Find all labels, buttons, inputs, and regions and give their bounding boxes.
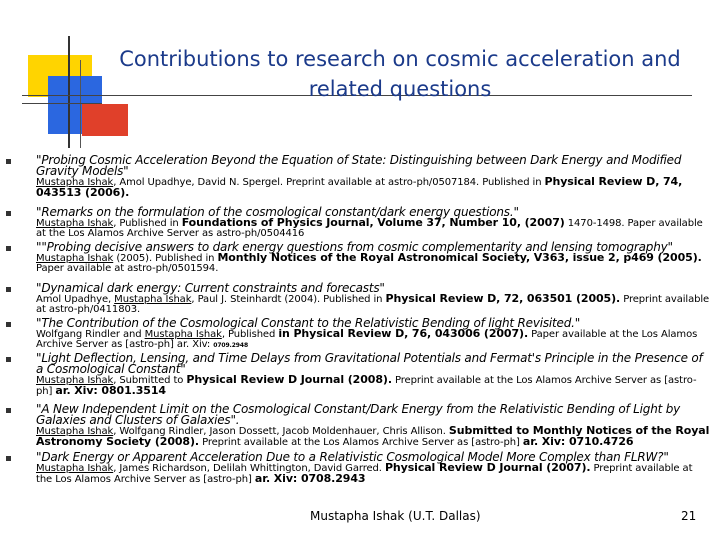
publication-details bbox=[36, 329, 710, 351]
publication-extra: Paper available at the Los Alamos Archive Server as [astro-ph] ar. Xiv: bbox=[36, 329, 698, 350]
publication-item bbox=[36, 404, 710, 448]
venue-bold bbox=[278, 327, 528, 340]
publication-title: "A New Independent Limit on the Cosmological Constant/Dark Energy from the Relativistic Bending of Light by Galaxies and Clusters of Galaxies". bbox=[36, 402, 681, 427]
publication-title: "Remarks on the formulation of the cosmological constant/dark energy questions." bbox=[36, 205, 519, 219]
bullet-icon bbox=[6, 287, 11, 292]
publication-detail: (2005). Published in bbox=[113, 253, 218, 264]
publication-extra: 1470-1498. Paper available at the Los Alamos Archive Server as astro-ph/0504416 bbox=[36, 218, 703, 239]
publication-extra: Preprint available at the Los Alamos Archive Server as [astro-ph] bbox=[199, 437, 523, 448]
publication-venue: Submitted to Monthly Notices of the Royal Astronomy Society (2008). bbox=[36, 424, 710, 448]
bullet-icon bbox=[6, 322, 11, 327]
publication-extra: Preprint available at the Los Alamos Archive Server as [astro-ph] bbox=[36, 375, 697, 397]
publication-detail: , Published bbox=[221, 329, 279, 340]
bullet-icon bbox=[6, 456, 11, 461]
publication-title: "The Contribution of the Cosmological Constant to the Relativistic Bending of light Revisited." bbox=[36, 316, 581, 330]
author-name: Mustapha Ishak bbox=[36, 426, 114, 437]
author-name: Mustapha Ishak bbox=[114, 294, 192, 305]
venue-bold bbox=[386, 292, 621, 305]
publication-detail: , James Richardson, Delilah Whittington, David Garred. bbox=[113, 463, 385, 474]
publication-extra: Preprint available at the Los Alamos Archive Server as [astro-ph] bbox=[36, 463, 693, 485]
publication-details bbox=[36, 177, 710, 199]
arxiv-bold bbox=[255, 472, 366, 485]
publication-item bbox=[36, 283, 710, 315]
publication-extra: Preprint available at astro-ph/0411803. bbox=[36, 294, 710, 315]
bullet-icon bbox=[6, 408, 11, 413]
publication-venue: Physical Review D Journal (2007). bbox=[384, 461, 591, 474]
publication-detail: , Submitted to bbox=[113, 375, 187, 386]
slide-title: Contributions to research on cosmic acceleration and related questions bbox=[119, 47, 681, 101]
publication-details bbox=[36, 294, 710, 315]
coauthors-prefix: Wolfgang Rindler and bbox=[36, 329, 145, 340]
author-name: Mustapha Ishak bbox=[36, 463, 114, 474]
author-name: Mustapha Ishak bbox=[36, 177, 114, 188]
author-name: Mustapha Ishak bbox=[144, 329, 222, 340]
publication-detail: , Amol Upadhye, David N. Spergel. Preprint available at astro-ph/0507184. Published in bbox=[113, 177, 545, 188]
publication-venue: Foundations of Physics Journal, Volume 37, Number 10, (2007) bbox=[181, 216, 565, 229]
publication-item bbox=[36, 353, 710, 397]
publication-item bbox=[36, 207, 710, 239]
author-name: Mustapha Ishak bbox=[36, 218, 114, 229]
footer-author: Mustapha Ishak (U.T. Dallas) bbox=[310, 509, 481, 523]
arxiv-id: 0709.2948 bbox=[213, 342, 249, 349]
arxiv-reference: ar. Xiv: 0708.2943 bbox=[254, 472, 366, 485]
publication-detail: , Paul J. Steinhardt (2004). Published in bbox=[191, 294, 386, 305]
publication-extra: Paper available at astro-ph/0501594. bbox=[36, 263, 219, 274]
publication-venue: Physical Review D, 74, 043513 (2006). bbox=[36, 175, 683, 199]
publication-detail: , Published in bbox=[113, 218, 182, 229]
publication-item bbox=[36, 155, 710, 199]
venue-bold bbox=[217, 251, 701, 264]
arxiv-bold bbox=[523, 435, 634, 448]
arxiv-reference: ar. Xiv: 0710.4726 bbox=[522, 435, 634, 448]
publication-title: "Light Deflection, Lensing, and Time Delays from Gravitational Potentials and Fermat's Principle in the Presence of a Cosmological Constant" bbox=[36, 351, 703, 376]
coauthors-prefix: Amol Upadhye, bbox=[36, 294, 115, 305]
publication-title: "Dark Energy or Apparent Acceleration Due to a Relativistic Cosmological Model More Complex than FLRW?" bbox=[36, 450, 669, 464]
publication-venue: in Physical Review D, 76, 043006 (2007). bbox=[278, 327, 529, 340]
bullet-icon bbox=[6, 357, 11, 362]
publication-venue: Physical Review D Journal (2008). bbox=[186, 373, 392, 386]
author-name: Mustapha Ishak bbox=[36, 253, 114, 264]
publication-details bbox=[36, 426, 710, 448]
arxiv-reference: ar. Xiv: 0801.3514 bbox=[55, 384, 166, 397]
publication-detail: , Wolfgang Rindler, Jason Dossett, Jacob Moldenhauer, Chris Allison. bbox=[113, 426, 449, 437]
publication-item bbox=[36, 242, 710, 274]
venue-bold bbox=[385, 461, 591, 474]
publication-details bbox=[36, 463, 710, 485]
publication-details bbox=[36, 375, 710, 397]
venue-bold bbox=[186, 373, 392, 386]
page-number: 21 bbox=[681, 509, 697, 523]
arxiv-bold bbox=[55, 384, 166, 397]
bullet-icon bbox=[6, 246, 11, 251]
publication-venue: Physical Review D, 72, 063501 (2005). bbox=[385, 292, 621, 305]
publication-item bbox=[36, 452, 710, 485]
publication-title: "Dynamical dark energy: Current constraints and forecasts" bbox=[36, 281, 385, 295]
bullet-icon bbox=[6, 211, 11, 216]
publication-details bbox=[36, 253, 710, 274]
publication-title: "Probing Cosmic Acceleration Beyond the Equation of State: Distinguishing between Dark Energy and Modified Gravity Models" bbox=[36, 153, 682, 178]
publication-details bbox=[36, 218, 710, 239]
publication-venue: Monthly Notices of the Royal Astronomical Society, V363, issue 2, p469 (2005). bbox=[217, 251, 702, 264]
publication-item bbox=[36, 318, 710, 351]
author-name: Mustapha Ishak bbox=[36, 375, 114, 386]
publication-title: ""Probing decisive answers to dark energy questions from cosmic complementarity and lensing tomography" bbox=[36, 240, 673, 254]
bullet-icon bbox=[6, 159, 11, 164]
